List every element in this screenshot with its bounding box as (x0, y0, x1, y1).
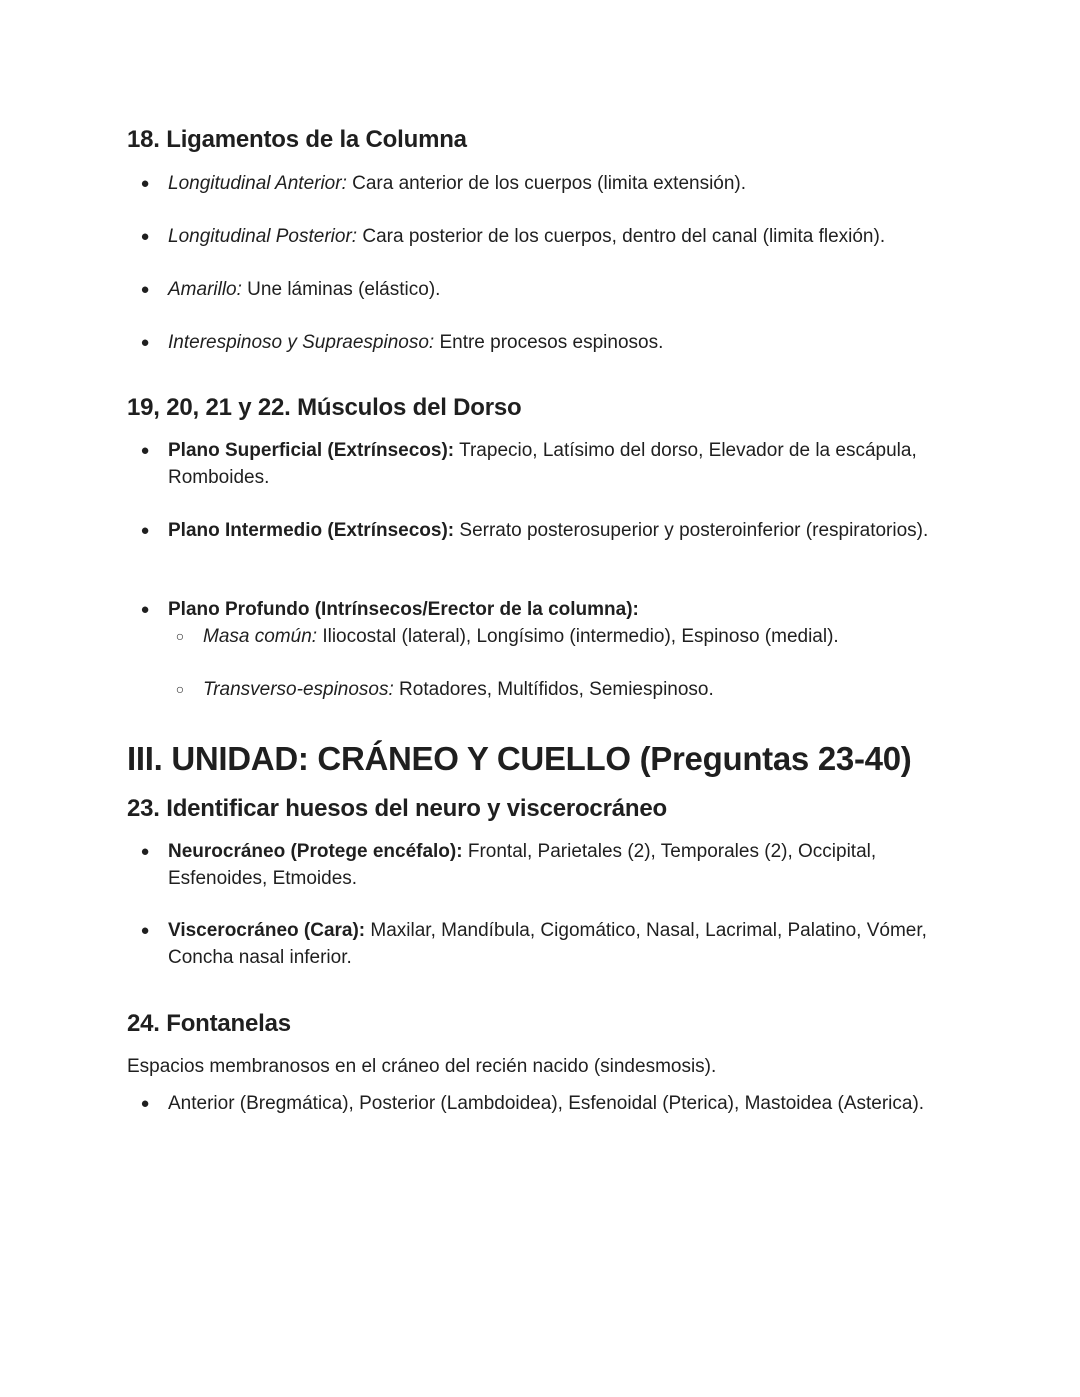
item-text: Cara posterior de los cuerpos, dentro del canal (limita flexión). (357, 226, 886, 247)
sub-list-item (175, 676, 963, 703)
section-heading-23: 23. Identificar huesos del neuro y viscerocráneo (127, 795, 667, 822)
item-text: Iliocostal (lateral), Longísimo (intermedio), Espinoso (medial). (317, 626, 839, 647)
item-text: Maxilar, Mandíbula, Cigomático, Nasal, Lacrimal, Palatino, Vómer, Concha nasal inferior. (168, 920, 927, 968)
item-text: Cara anterior de los cuerpos (limita extensión). (346, 173, 747, 194)
item-term: Plano Superficial (Extrínsecos): (168, 440, 455, 461)
bullet-icon: ● (140, 228, 150, 245)
list-item (140, 223, 958, 250)
bullet-icon: ● (140, 843, 150, 860)
list-item (140, 170, 958, 197)
bullet-icon: ● (140, 334, 150, 351)
list-item (140, 276, 958, 303)
list-item (140, 1090, 958, 1117)
item-text: Frontal, Parietales (2), Temporales (2), Occipital, Esfenoides, Etmoides. (168, 841, 877, 889)
sub-list-item (175, 623, 963, 650)
bullet-icon: ● (140, 522, 150, 539)
item-text: Trapecio, Latísimo del dorso, Elevador de la escápula, Romboides. (168, 440, 917, 488)
item-term: Transverso-espinosos: (203, 679, 394, 700)
unit-heading: III. UNIDAD: CRÁNEO Y CUELLO (Preguntas 23-40) (127, 740, 912, 777)
list-item (140, 596, 958, 623)
section-heading-18: 18. Ligamentos de la Columna (127, 126, 467, 153)
section-heading-19-22: 19, 20, 21 y 22. Músculos del Dorso (127, 394, 522, 421)
list-item (140, 838, 958, 892)
item-term: Plano Intermedio (Extrínsecos): (168, 520, 455, 541)
circle-bullet-icon: ○ (175, 628, 185, 644)
bullet-icon: ● (140, 922, 150, 939)
circle-bullet-icon: ○ (175, 681, 185, 697)
item-term: Amarillo: (168, 279, 242, 300)
item-term: Viscerocráneo (Cara): (168, 920, 366, 941)
item-text: Une láminas (elástico). (241, 279, 441, 300)
list-item (140, 329, 958, 356)
bullet-icon: ● (140, 175, 150, 192)
section-heading-24: 24. Fontanelas (127, 1010, 291, 1037)
item-text: Serrato posterosuperior y posteroinferior (respiratorios). (454, 520, 929, 541)
paragraph: Espacios membranosos en el cráneo del recién nacido (sindesmosis). (127, 1056, 717, 1077)
list-item (140, 917, 958, 971)
item-term: Neurocráneo (Protege encéfalo): (168, 841, 463, 862)
item-term: Plano Profundo (Intrínsecos/Erector de la columna): (168, 599, 639, 620)
item-text: Rotadores, Multífidos, Semiespinoso. (393, 679, 714, 700)
list-item (140, 517, 958, 544)
bullet-icon: ● (140, 1095, 150, 1112)
item-text: Entre procesos espinosos. (434, 332, 664, 353)
item-term: Masa común: (203, 626, 318, 647)
item-term: Longitudinal Anterior: (168, 173, 347, 194)
item-text: Anterior (Bregmática), Posterior (Lambdoidea), Esfenoidal (Pterica), Mastoidea (Asterica). (168, 1093, 925, 1114)
list-item (140, 437, 958, 491)
item-term: Interespinoso y Supraespinoso: (168, 332, 435, 353)
bullet-icon: ● (140, 601, 150, 618)
bullet-icon: ● (140, 442, 150, 459)
item-term: Longitudinal Posterior: (168, 226, 358, 247)
bullet-icon: ● (140, 281, 150, 298)
